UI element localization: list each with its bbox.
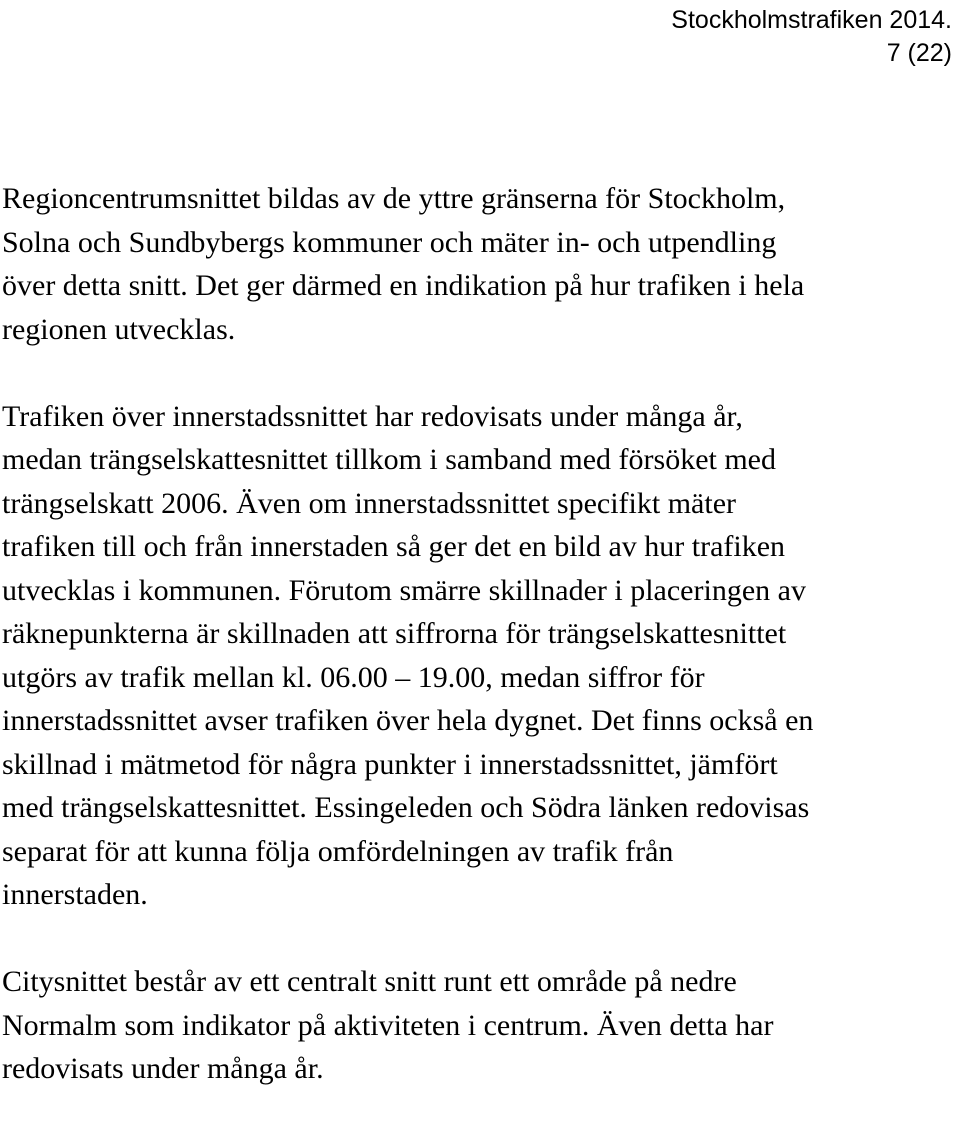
text-line: räknepunkterna är skillnaden att siffrorna för trängselskattesnittet <box>2 617 787 650</box>
text-line: Trafiken över innerstadssnittet har redovisats under många år, <box>2 399 743 433</box>
text-line: skillnad i mätmetod för några punkter i innerstadssnittet, jämfört <box>2 747 778 781</box>
text-line: medan trängselskattesnittet tillkom i samband med försöket med <box>2 443 776 476</box>
text-line: redovisats under många år. <box>2 1052 324 1085</box>
text-line: trafiken till och från innerstaden så ger det en bild av hur trafiken <box>2 530 786 563</box>
text-line: Citysnittet består av ett centralt snitt runt ett område på nedre <box>2 965 737 998</box>
text-line: Normalm som indikator på aktiviteten i centrum. Även detta har <box>2 1008 774 1042</box>
page-header <box>671 4 952 70</box>
text-line: trängselskatt 2006. Även om innerstadssnittet specifikt mäter <box>2 486 737 520</box>
text-line: Regioncentrumsnittet bildas av de yttre gränserna för Stockholm, <box>2 182 786 215</box>
paragraph-innerstadssnittet <box>2 395 952 917</box>
document-body <box>2 177 952 1134</box>
text-line: med trängselskattesnittet. Essingeleden och Södra länken redovisas <box>2 791 810 824</box>
document-title: Stockholmstrafiken 2014. <box>671 6 952 34</box>
paragraph-citysnittet <box>2 960 952 1091</box>
text-line: över detta snitt. Det ger därmed en indikation på hur trafiken i hela <box>2 269 805 302</box>
text-line: innerstaden. <box>2 878 148 911</box>
text-line: regionen utvecklas. <box>2 312 236 346</box>
page-number: 7 (22) <box>886 39 952 67</box>
text-line: utgörs av trafik mellan kl. 06.00 – 19.00, medan siffror för <box>2 660 705 694</box>
text-line: innerstadssnittet avser trafiken över hela dygnet. Det finns också en <box>2 704 814 737</box>
paragraph-regioncentrumsnittet <box>2 177 952 351</box>
text-line: Solna och Sundbybergs kommuner och mäter in- och utpendling <box>2 225 777 259</box>
text-line: utvecklas i kommunen. Förutom smärre skillnader i placeringen av <box>2 573 806 607</box>
text-line: separat för att kunna följa omfördelningen av trafik från <box>2 834 674 868</box>
